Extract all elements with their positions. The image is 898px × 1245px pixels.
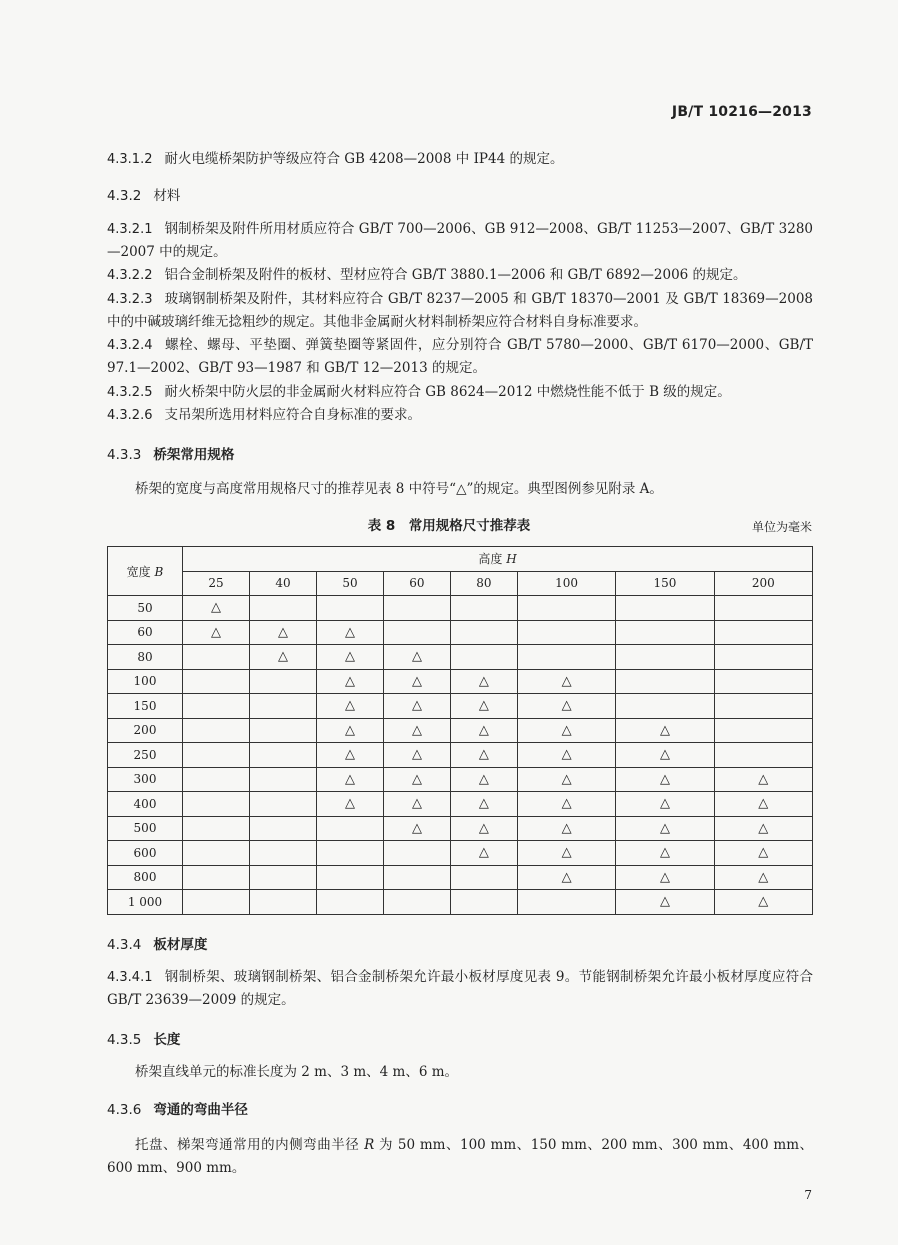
section-title: 板材厚度 (153, 937, 208, 953)
recommended-mark: △ (344, 673, 355, 689)
width-cell: 300 (108, 767, 183, 792)
bend-radius-paragraph (107, 1134, 813, 1180)
spec-cell (714, 694, 812, 719)
clause-text: 支吊架所选用材料应符合自身标准的要求。 (164, 407, 421, 423)
spec-cell (616, 743, 714, 768)
spec-cell (616, 620, 714, 645)
spec-cell (714, 841, 812, 866)
spec-cell (714, 767, 812, 792)
spec-cell (517, 841, 615, 866)
recommended-mark: △ (411, 698, 422, 714)
recommended-mark: △ (478, 771, 489, 787)
spec-table (107, 546, 813, 915)
recommended-mark: △ (758, 796, 769, 812)
table-row (108, 694, 813, 719)
spec-cell (517, 596, 615, 621)
spec-cell (383, 792, 450, 817)
recommended-mark: △ (411, 796, 422, 812)
spec-cell (517, 620, 615, 645)
spec-cell (714, 816, 812, 841)
spec-cell (616, 669, 714, 694)
recommended-mark: △ (478, 722, 489, 738)
recommended-mark: △ (411, 673, 422, 689)
spec-cell (316, 865, 383, 890)
bend-text-pre: 托盘、梯架弯通常用的内侧弯曲半径 (135, 1137, 360, 1153)
header-width: 宽度 B (108, 547, 183, 596)
spec-cell (183, 645, 250, 670)
section-heading-4-3-5 (107, 1028, 180, 1048)
width-cell: 80 (108, 645, 183, 670)
recommended-mark: △ (659, 894, 670, 910)
recommended-mark: △ (659, 845, 670, 861)
section-title: 材料 (153, 188, 181, 204)
spec-cell (714, 890, 812, 915)
recommended-mark: △ (277, 649, 288, 665)
recommended-mark: △ (344, 747, 355, 763)
spec-cell (316, 620, 383, 645)
spec-cell (616, 792, 714, 817)
spec-cell (517, 890, 615, 915)
recommended-mark: △ (659, 796, 670, 812)
spec-cell (249, 669, 316, 694)
spec-cell (450, 792, 517, 817)
spec-cell (383, 890, 450, 915)
header-height: 高度 H (183, 547, 813, 572)
width-cell: 1 000 (108, 890, 183, 915)
spec-cell (714, 718, 812, 743)
recommended-mark: △ (758, 820, 769, 836)
spec-cell (616, 694, 714, 719)
recommended-mark: △ (210, 600, 221, 616)
table-title: 表 8 常用规格尺寸推荐表 (367, 518, 531, 534)
spec-cell (183, 694, 250, 719)
recommended-mark: △ (344, 624, 355, 640)
table-row (108, 767, 813, 792)
table-row (108, 669, 813, 694)
spec-cell (616, 596, 714, 621)
recommended-mark: △ (344, 722, 355, 738)
spec-cell (450, 767, 517, 792)
recommended-mark: △ (411, 771, 422, 787)
table-row (108, 620, 813, 645)
spec-cell (450, 865, 517, 890)
spec-cell (249, 792, 316, 817)
table-row (108, 792, 813, 817)
standard-code: JB/T 10216—2013 (671, 104, 812, 120)
recommended-mark: △ (210, 624, 221, 640)
recommended-mark: △ (659, 771, 670, 787)
section-heading-4-3-3 (107, 443, 234, 463)
recommended-mark: △ (411, 649, 422, 665)
recommended-mark: △ (758, 771, 769, 787)
height-header-cell: 80 (450, 571, 517, 596)
spec-cell (450, 718, 517, 743)
spec-cell (450, 816, 517, 841)
recommended-mark: △ (411, 820, 422, 836)
clause-number: 4.3.2.2 (107, 268, 153, 283)
table-row (108, 816, 813, 841)
spec-cell (249, 865, 316, 890)
spec-cell (616, 718, 714, 743)
bend-text-post: 为 50 mm、100 mm、150 mm、200 mm、300 mm、400 mm、600 mm、900 mm。 (107, 1137, 814, 1176)
clause-4-3-1-2 (107, 148, 813, 171)
section-title: 弯通的弯曲半径 (153, 1102, 248, 1118)
width-cell: 50 (108, 596, 183, 621)
recommended-mark: △ (758, 894, 769, 910)
spec-cell (450, 743, 517, 768)
clause-number: 4.3.2.6 (107, 408, 153, 423)
spec-cell (183, 865, 250, 890)
clause-text: 玻璃钢制桥架及附件，其材料应符合 GB/T 8237—2005 和 GB/T 18370—2001 及 GB/T 18369—2008 中的中碱玻璃纤维无捻粗纱的规定。其他非金属耐火材料制桥架应符合材料自身标准要求。 (107, 291, 813, 330)
spec-cell (316, 767, 383, 792)
spec-cell (316, 596, 383, 621)
clause-number: 4.3.2.5 (107, 385, 153, 400)
recommended-mark: △ (561, 796, 572, 812)
clause-4-3-2-1 (107, 218, 813, 264)
section-heading-4-3-4 (107, 933, 207, 953)
recommended-mark: △ (411, 722, 422, 738)
recommended-mark: △ (478, 820, 489, 836)
spec-cell (383, 596, 450, 621)
spec-cell (249, 890, 316, 915)
spec-cell (383, 865, 450, 890)
section-title: 桥架常用规格 (153, 447, 235, 463)
spec-cell (183, 816, 250, 841)
recommended-mark: △ (561, 747, 572, 763)
recommended-mark: △ (561, 698, 572, 714)
recommended-mark: △ (561, 771, 572, 787)
clause-4-3-4-1 (107, 966, 813, 1012)
spec-cell (517, 718, 615, 743)
spec-cell (450, 694, 517, 719)
clause-text: 钢制桥架、玻璃钢制桥架、铝合金制桥架允许最小板材厚度见表 9。节能钢制桥架允许最小板材厚度应符合 GB/T 23639—2009 的规定。 (107, 969, 813, 1008)
recommended-mark: △ (478, 845, 489, 861)
height-values-row (108, 571, 813, 596)
width-cell: 250 (108, 743, 183, 768)
spec-cell (517, 694, 615, 719)
spec-cell (316, 792, 383, 817)
spec-cell (183, 669, 250, 694)
width-cell: 600 (108, 841, 183, 866)
spec-cell (714, 596, 812, 621)
spec-cell (183, 718, 250, 743)
spec-cell (383, 620, 450, 645)
height-header-cell: 25 (183, 571, 250, 596)
clause-number: 4.3.2.4 (107, 338, 153, 353)
spec-cell (517, 767, 615, 792)
section-heading-4-3-2 (107, 184, 180, 204)
spec-cell (183, 596, 250, 621)
clause-4-3-2-3 (107, 288, 813, 334)
recommended-mark: △ (344, 698, 355, 714)
spec-cell (714, 743, 812, 768)
length-paragraph: 桥架直线单元的标准长度为 2 m、3 m、4 m、6 m。 (135, 1064, 459, 1080)
recommended-mark: △ (478, 673, 489, 689)
spec-cell (183, 890, 250, 915)
spec-cell (183, 620, 250, 645)
table-row (108, 596, 813, 621)
spec-cell (249, 694, 316, 719)
clause-text: 耐火电缆桥架防护等级应符合 GB 4208—2008 中 IP44 的规定。 (164, 151, 564, 167)
table-row (108, 743, 813, 768)
clause-4-3-2-4 (107, 334, 813, 380)
spec-cell (517, 816, 615, 841)
spec-cell (316, 669, 383, 694)
spec-cell (383, 645, 450, 670)
clause-number: 4.3.4.1 (107, 970, 153, 985)
recommended-mark: △ (561, 869, 572, 885)
recommended-mark: △ (561, 845, 572, 861)
recommended-mark: △ (758, 869, 769, 885)
spec-cell (517, 743, 615, 768)
recommended-mark: △ (411, 747, 422, 763)
height-header-cell: 60 (383, 571, 450, 596)
height-header-cell: 200 (714, 571, 812, 596)
spec-cell (383, 669, 450, 694)
recommended-mark: △ (659, 747, 670, 763)
width-cell: 500 (108, 816, 183, 841)
spec-cell (450, 596, 517, 621)
height-header-cell: 50 (316, 571, 383, 596)
spec-cell (316, 718, 383, 743)
spec-cell (383, 694, 450, 719)
width-cell: 100 (108, 669, 183, 694)
recommended-mark: △ (561, 820, 572, 836)
recommended-mark: △ (344, 796, 355, 812)
spec-cell (517, 669, 615, 694)
recommended-mark: △ (659, 722, 670, 738)
spec-cell (616, 890, 714, 915)
clause-number: 4.3.2.1 (107, 222, 153, 237)
spec-cell (616, 816, 714, 841)
clause-text: 钢制桥架及附件所用材质应符合 GB/T 700—2006、GB 912—2008、GB/T 11253—2007、GB/T 3280—2007 中的规定。 (107, 221, 813, 260)
table-row (108, 718, 813, 743)
spec-cell (616, 865, 714, 890)
bend-variable: R (364, 1137, 375, 1153)
table-row (108, 645, 813, 670)
spec-cell (517, 792, 615, 817)
spec-cell (249, 596, 316, 621)
spec-cell (249, 620, 316, 645)
recommended-mark: △ (478, 796, 489, 812)
spec-cell (383, 816, 450, 841)
clause-number: 4.3.1.2 (107, 152, 153, 167)
table-row (108, 890, 813, 915)
recommended-mark: △ (561, 673, 572, 689)
spec-cell (316, 841, 383, 866)
spec-cell (249, 743, 316, 768)
width-cell: 60 (108, 620, 183, 645)
spec-cell (316, 743, 383, 768)
recommended-mark: △ (277, 624, 288, 640)
spec-cell (249, 816, 316, 841)
section-number: 4.3.6 (107, 1102, 142, 1118)
table-row (108, 841, 813, 866)
clause-text: 耐火桥架中防火层的非金属耐火材料应符合 GB 8624—2012 中燃烧性能不低于 B 级的规定。 (164, 384, 731, 400)
width-cell: 200 (108, 718, 183, 743)
spec-cell (450, 841, 517, 866)
spec-cell (616, 767, 714, 792)
clause-4-3-2-6 (107, 404, 813, 427)
spec-cell (450, 669, 517, 694)
spec-cell (249, 841, 316, 866)
spec-cell (183, 743, 250, 768)
table-unit: 单位为毫米 (751, 520, 812, 534)
page-number: 7 (804, 1188, 812, 1202)
spec-cell (450, 645, 517, 670)
section-number: 4.3.2 (107, 188, 142, 204)
spec-cell (383, 767, 450, 792)
spec-cell (714, 620, 812, 645)
spec-intro-paragraph: 桥架的宽度与高度常用规格尺寸的推荐见表 8 中符号“△”的规定。典型图例参见附录 A。 (135, 481, 663, 497)
section-number: 4.3.3 (107, 447, 142, 463)
section-number: 4.3.4 (107, 937, 142, 953)
recommended-mark: △ (344, 649, 355, 665)
spec-cell (183, 792, 250, 817)
spec-cell (450, 890, 517, 915)
spec-cell (714, 792, 812, 817)
clause-number: 4.3.2.3 (107, 292, 153, 307)
spec-cell (450, 620, 517, 645)
clause-text: 铝合金制桥架及附件的板材、型材应符合 GB/T 3880.1—2006 和 GB/T 6892—2006 的规定。 (164, 267, 747, 283)
spec-cell (616, 645, 714, 670)
spec-cell (316, 645, 383, 670)
recommended-mark: △ (478, 747, 489, 763)
spec-cell (714, 865, 812, 890)
width-cell: 150 (108, 694, 183, 719)
section-heading-4-3-6 (107, 1098, 248, 1118)
spec-cell (383, 841, 450, 866)
spec-cell (714, 645, 812, 670)
clause-4-3-2-2 (107, 264, 813, 287)
spec-cell (249, 767, 316, 792)
spec-cell (249, 645, 316, 670)
spec-cell (517, 865, 615, 890)
recommended-mark: △ (659, 820, 670, 836)
spec-cell (714, 669, 812, 694)
section-title: 长度 (153, 1032, 181, 1048)
recommended-mark: △ (478, 698, 489, 714)
spec-cell (249, 718, 316, 743)
width-cell: 800 (108, 865, 183, 890)
section-number: 4.3.5 (107, 1032, 142, 1048)
spec-cell (616, 841, 714, 866)
spec-cell (316, 890, 383, 915)
clause-text: 螺栓、螺母、平垫圈、弹簧垫圈等紧固件，应分别符合 GB/T 5780—2000、GB/T 6170—2000、GB/T 97.1—2002、GB/T 93—1987 和 GB/T 12—2013 的规定。 (107, 337, 813, 376)
spec-cell (316, 816, 383, 841)
height-header-cell: 100 (517, 571, 615, 596)
table-row (108, 865, 813, 890)
spec-cell (517, 645, 615, 670)
spec-cell (383, 718, 450, 743)
spec-cell (183, 767, 250, 792)
height-header-cell: 40 (249, 571, 316, 596)
clause-4-3-2-5 (107, 381, 813, 404)
recommended-mark: △ (561, 722, 572, 738)
spec-cell (316, 694, 383, 719)
recommended-mark: △ (758, 845, 769, 861)
spec-cell (183, 841, 250, 866)
height-header-cell: 150 (616, 571, 714, 596)
recommended-mark: △ (344, 771, 355, 787)
width-cell: 400 (108, 792, 183, 817)
recommended-mark: △ (659, 869, 670, 885)
spec-cell (383, 743, 450, 768)
